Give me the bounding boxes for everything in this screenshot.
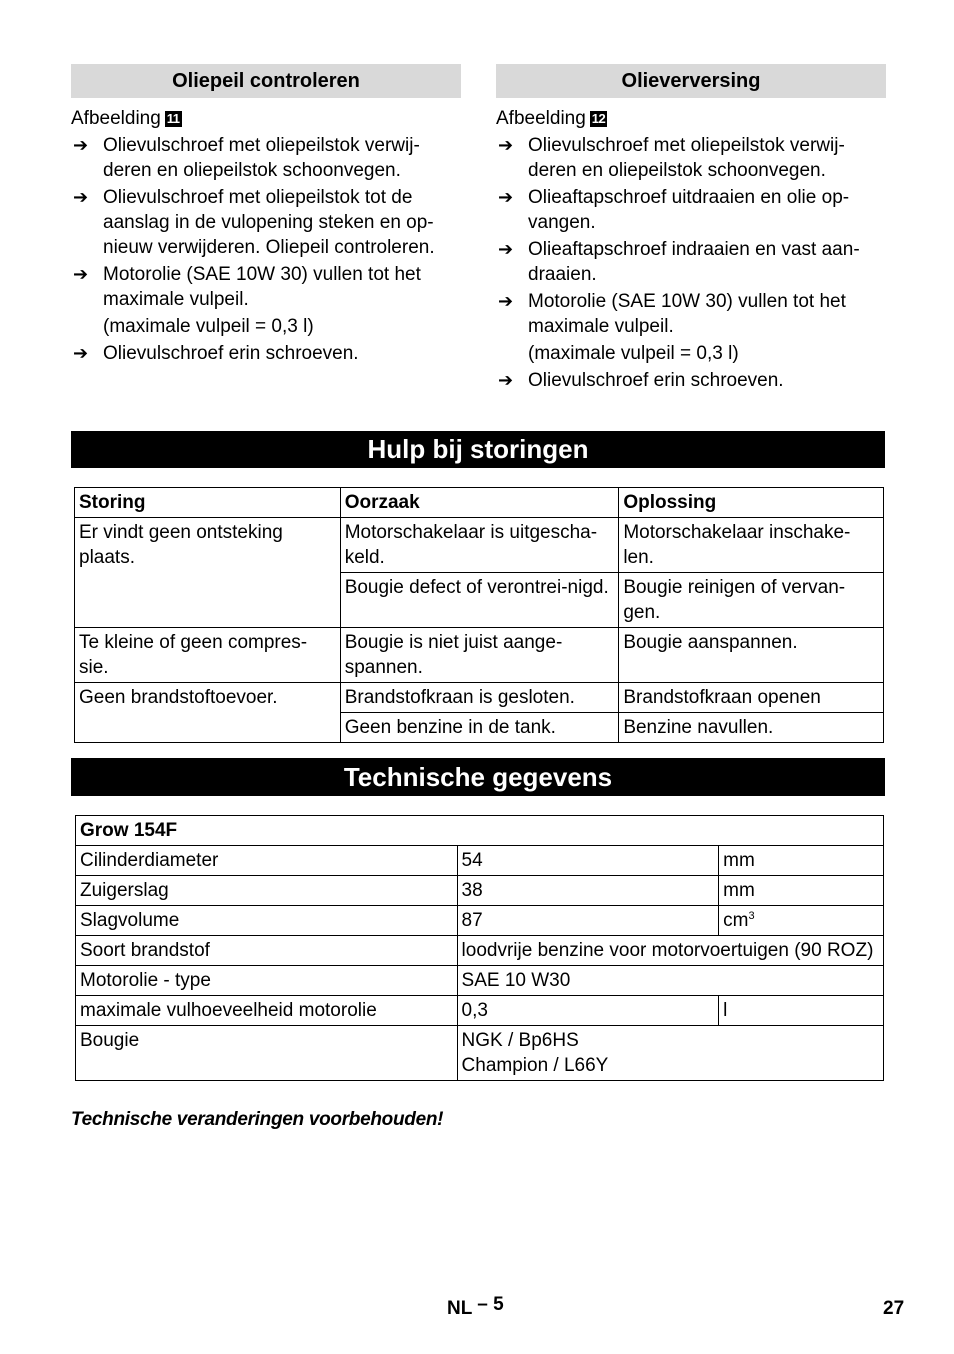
section-heading-oil-check: Oliepeil controleren xyxy=(71,64,461,98)
figure-number-badge: 11 xyxy=(166,111,180,126)
step-note: (maximale vulpeil = 0,3 l) xyxy=(103,316,314,337)
cell-oplossing: Bougie reinigen of vervan-gen. xyxy=(619,573,884,628)
arrow-right-icon: ➔ xyxy=(498,135,514,155)
table-row xyxy=(76,1026,884,1081)
cell-storing: Geen brandstoftoevoer. xyxy=(75,683,341,743)
step-text: Olievulschroef met oliepeilstok verwij-deren en oliepeilstok schoonvegen. xyxy=(528,135,845,181)
spec-value: SAE 10 W30 xyxy=(457,966,883,996)
step-item xyxy=(71,262,461,312)
table-row xyxy=(75,518,884,573)
figure-reference xyxy=(496,106,886,131)
cell-storing: Te kleine of geen compres-sie. xyxy=(75,628,341,683)
arrow-right-icon: ➔ xyxy=(498,370,514,390)
footnote: Technische veranderingen voorbehouden! xyxy=(71,1109,444,1130)
spec-value xyxy=(457,1026,883,1081)
step-text: Olievulschroef met oliepeilstok tot de aanslag in de vulopening steken en op-nieuw verwijderen. Oliepeil controleren. xyxy=(103,187,435,258)
section-title-technical-data: Technische gegevens xyxy=(71,758,885,796)
table-row xyxy=(76,906,884,936)
spec-unit xyxy=(719,906,884,936)
spec-unit: mm xyxy=(719,876,884,906)
spec-label: Soort brandstof xyxy=(76,936,458,966)
table-header-row xyxy=(75,488,884,518)
arrow-right-icon: ➔ xyxy=(73,264,89,284)
step-item xyxy=(496,237,886,287)
spec-label: Cilinderdiameter xyxy=(76,846,458,876)
spec-value: 54 xyxy=(457,846,719,876)
table-row xyxy=(76,846,884,876)
troubleshooting-table xyxy=(74,487,884,743)
spec-value: loodvrije benzine voor motorvoertuigen (90 ROZ) xyxy=(457,936,883,966)
step-item xyxy=(496,185,886,235)
step-text: Olieaftapschroef indraaien en vast aan-draaien. xyxy=(528,239,860,285)
section-heading-oil-change: Olieverversing xyxy=(496,64,886,98)
arrow-right-icon: ➔ xyxy=(73,343,89,363)
cell-oplossing: Benzine navullen. xyxy=(619,713,884,743)
figure-number-badge: 12 xyxy=(591,111,606,126)
step-item xyxy=(71,133,461,183)
cell-oplossing: Motorschakelaar inschake-len. xyxy=(619,518,884,573)
step-text: Olieaftapschroef uitdraaien en olie op-vangen. xyxy=(528,187,850,233)
cell-oorzaak: Bougie is niet juist aange-spannen. xyxy=(340,628,619,683)
cell-storing: Er vindt geen ontsteking plaats. xyxy=(75,518,341,628)
column-header: Storing xyxy=(75,488,341,518)
arrow-right-icon: ➔ xyxy=(498,291,514,311)
arrow-right-icon: ➔ xyxy=(498,239,514,259)
spec-value: 38 xyxy=(457,876,719,906)
spec-label: Motorolie - type xyxy=(76,966,458,996)
section-title-troubleshooting: Hulp bij storingen xyxy=(71,431,885,468)
cell-oorzaak: Geen benzine in de tank. xyxy=(340,713,619,743)
cell-oorzaak: Brandstofkraan is gesloten. xyxy=(340,683,619,713)
spec-value-line: Champion / L66Y xyxy=(461,1055,609,1076)
unit-base: cm xyxy=(723,910,749,931)
spec-label: Slagvolume xyxy=(76,906,458,936)
model-name: Grow 154F xyxy=(76,816,884,846)
step-text: Olievulschroef met oliepeilstok verwij-deren en oliepeilstok schoonvegen. xyxy=(103,135,420,181)
step-item xyxy=(496,289,886,339)
table-row xyxy=(75,628,884,683)
figure-label: Afbeelding xyxy=(71,108,161,129)
step-text: Olievulschroef erin schroeven. xyxy=(528,370,784,391)
arrow-right-icon: ➔ xyxy=(73,135,89,155)
footer-language: NL xyxy=(447,1298,472,1319)
unit-superscript: 3 xyxy=(748,910,755,922)
column-header: Oplossing xyxy=(619,488,884,518)
table-row xyxy=(76,876,884,906)
arrow-right-icon: ➔ xyxy=(498,187,514,207)
right-column xyxy=(496,64,886,393)
step-item xyxy=(496,133,886,183)
left-column xyxy=(71,64,461,366)
table-row xyxy=(76,936,884,966)
table-row xyxy=(75,683,884,713)
figure-reference xyxy=(71,106,461,131)
spec-value: 0,3 xyxy=(457,996,719,1026)
step-text: Motorolie (SAE 10W 30) vullen tot het maximale vulpeil. xyxy=(103,264,421,310)
step-text: Motorolie (SAE 10W 30) vullen tot het maximale vulpeil. xyxy=(528,291,846,337)
cell-oplossing: Brandstofkraan openen xyxy=(619,683,884,713)
step-text: Olievulschroef erin schroeven. xyxy=(103,343,359,364)
step-item xyxy=(71,185,461,260)
arrow-right-icon: ➔ xyxy=(73,187,89,207)
spec-unit: mm xyxy=(719,846,884,876)
cell-oorzaak: Bougie defect of verontrei-nigd. xyxy=(340,573,619,628)
step-item xyxy=(71,341,461,366)
footer-section-marker xyxy=(447,1294,504,1320)
spec-value-line: NGK / Bp6HS xyxy=(461,1030,579,1051)
spec-label: Zuigerslag xyxy=(76,876,458,906)
spec-unit: l xyxy=(719,996,884,1026)
page-number: 27 xyxy=(883,1298,905,1319)
table-row xyxy=(76,996,884,1026)
cell-oorzaak: Motorschakelaar is uitgescha-keld. xyxy=(340,518,619,573)
table-row xyxy=(76,966,884,996)
table-header-row xyxy=(76,816,884,846)
footer-section-page: – 5 xyxy=(477,1294,504,1315)
figure-label: Afbeelding xyxy=(496,108,586,129)
step-item xyxy=(496,368,886,393)
specs-table xyxy=(75,815,884,1081)
cell-oplossing: Bougie aanspannen. xyxy=(619,628,884,683)
spec-label: maximale vulhoeveelheid motorolie xyxy=(76,996,458,1026)
spec-value: 87 xyxy=(457,906,719,936)
spec-label: Bougie xyxy=(76,1026,458,1081)
column-header: Oorzaak xyxy=(340,488,619,518)
step-note: (maximale vulpeil = 0,3 l) xyxy=(528,343,739,364)
